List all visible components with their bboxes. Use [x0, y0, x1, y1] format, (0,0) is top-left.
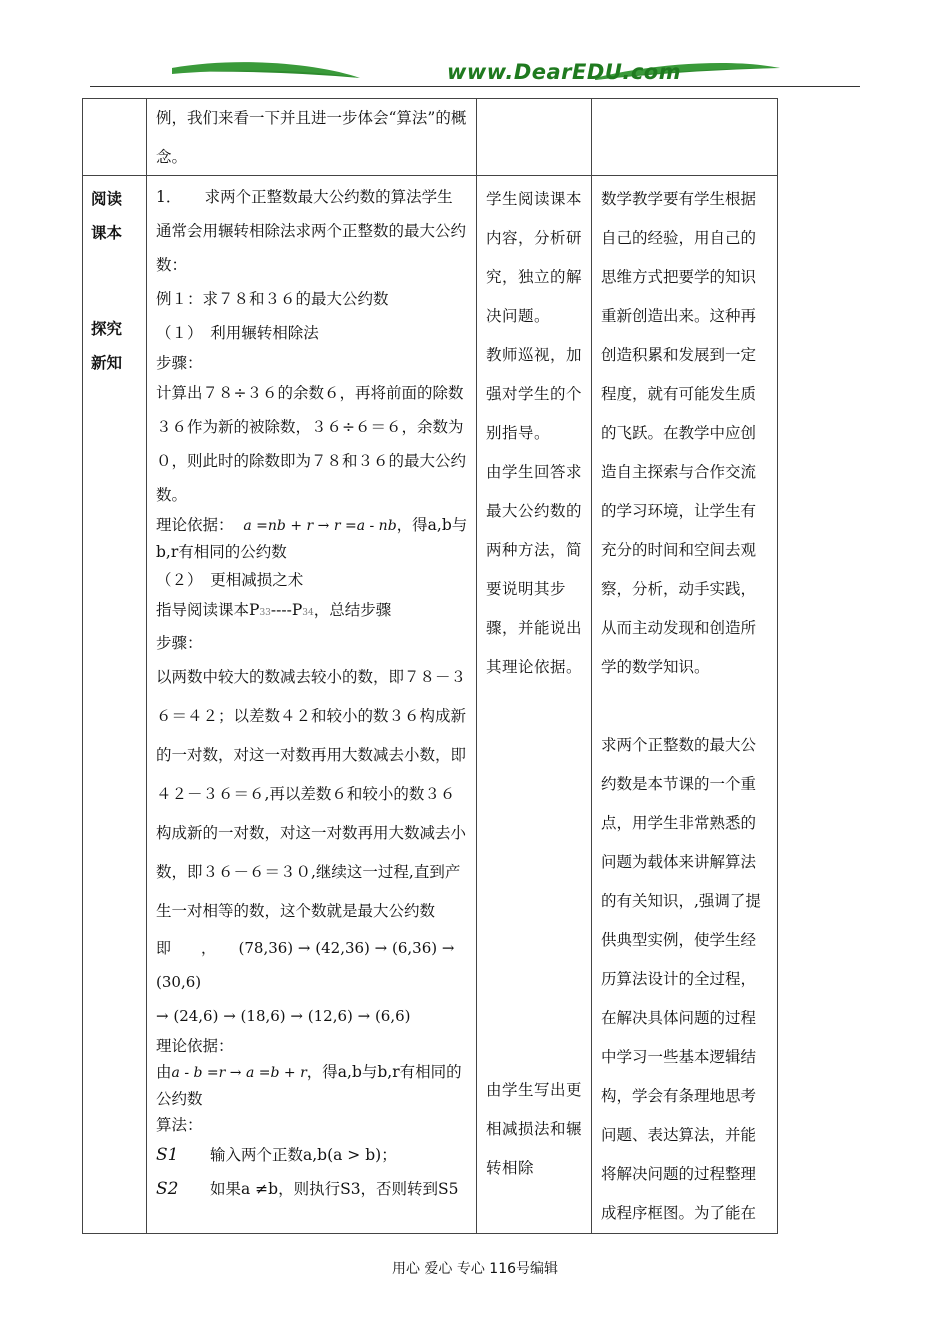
method-1-steps: 计算出７８÷３６的余数６，再将前面的除数３６作为新的被除数，３６÷６＝６，余数为０，则此时的除数即为７８和３６的最大公约数。	[156, 384, 467, 504]
header-rule	[90, 86, 860, 87]
example-title: 例１：求７８和３６的最大公约数	[156, 290, 389, 308]
stage-label: 阅读	[91, 190, 123, 208]
student-writing: 由学生写出更相减损法和辗转相除	[486, 1081, 583, 1177]
student-activity: 学生阅读课本内容，分析研究，独立的解决问题。	[486, 190, 583, 325]
lesson-cell	[147, 99, 477, 176]
page-footer: 用心 爱心 专心 116号编辑	[391, 1261, 559, 1277]
formula: a =nb + r → r =a - nb	[243, 518, 397, 534]
algorithm-intro: 1． 求两个正整数最大公约数的算法学生通常会用辗转相除法求两个正整数的最大公约数：	[156, 188, 467, 274]
method-2-title: （２） 更相减损之术	[156, 571, 304, 589]
teacher-activity: 教师巡视，加强对学生的个别指导。	[486, 346, 583, 442]
stage-label: 探究	[91, 320, 123, 338]
steps-label: 步骤：	[156, 634, 203, 652]
theory-basis-2-label: 理论依据：	[156, 1037, 234, 1055]
sequence-line-2: → (24,6) → (18,6) → (12,6) → (6,6)	[156, 1007, 411, 1025]
stage-label: 新知	[91, 354, 123, 372]
sequence-line-1: 即 ， (78,36) → (42,36) → (6,36) → (30,6)	[156, 939, 455, 991]
design-intent-2: 求两个正整数的最大公约数是本节课的一个重点，用学生非常熟悉的问题为载体来讲解算法的有关知识，,强调了提供典型实例，使学生经历算法设计的全过程，在解决具体问题的过程中学习一些基本逻辑结构，学会有条理地思考问题、表达算法，并能将解决问题的过程整理成程序框图。为了能在	[601, 736, 761, 1222]
table-row	[83, 176, 778, 1234]
algorithm-step-s1: S1 输入两个正数a,b(a > b)；	[156, 1145, 397, 1165]
student-cell-empty	[477, 99, 592, 176]
reading-guide: 指导阅读课本P33----P34，总结步骤	[156, 601, 392, 619]
method-2-steps: 以两数中较大的数减去较小的数，即７８－３６＝４２；以差数４２和较小的数３６构成新的一对数，对这一对数再用大数减去小数，即４２－３６＝６,再以差数６和较小的数３６构成新的一对数，对这一对数再用大数减去小数，即３６－６＝３０,继续这一过程,直到产生一对相等的数，这个数就是最大公约数	[156, 668, 467, 920]
site-logo-text: www.DearEDU.com	[447, 60, 682, 84]
lesson-plan-table	[82, 98, 778, 1234]
stage-cell-empty	[83, 99, 147, 176]
design-intent-cell	[592, 176, 778, 1234]
design-intent-1: 数学教学要有学生根据自己的经验，用自己的思维方式把要学的知识重新创造出来。这种再创造积累和发展到一定程度，就有可能发生质的飞跃。在教学中应创造自主探索与合作交流的学习环境，让学生有充分的时间和空间去观察，分析，动手实践，从而主动发现和创造所学的数学知识。	[601, 190, 757, 676]
student-answer: 由学生回答求最大公约数的两种方法，简要说明其步骤，并能说出其理论依据。	[486, 463, 583, 676]
student-activity-cell	[477, 176, 592, 1234]
formula: a - b =r → a =b + r	[171, 1065, 307, 1081]
steps-label: 步骤：	[156, 354, 203, 372]
lesson-content-cell	[147, 176, 477, 1234]
theory-basis-2: 由a - b =r → a =b + r，得a,b与b,r有相同的公约数	[156, 1063, 462, 1108]
theory-basis-1: 理论依据： a =nb + r → r =a - nb，得a,b与b,r有相同的公约数	[156, 516, 468, 561]
stage-label: 课本	[91, 224, 123, 242]
intent-cell-empty	[592, 99, 778, 176]
algorithm-label: 算法：	[156, 1116, 203, 1134]
method-1-title: （１） 利用辗转相除法	[156, 324, 319, 342]
lesson-text: 例，我们来看一下并且进一步体会“算法”的概念。	[156, 109, 467, 166]
table-row	[83, 99, 778, 176]
stage-cell	[83, 176, 147, 1234]
algorithm-step-s2: S2 如果a ≠b，则执行S3，否则转到S5	[156, 1179, 459, 1199]
